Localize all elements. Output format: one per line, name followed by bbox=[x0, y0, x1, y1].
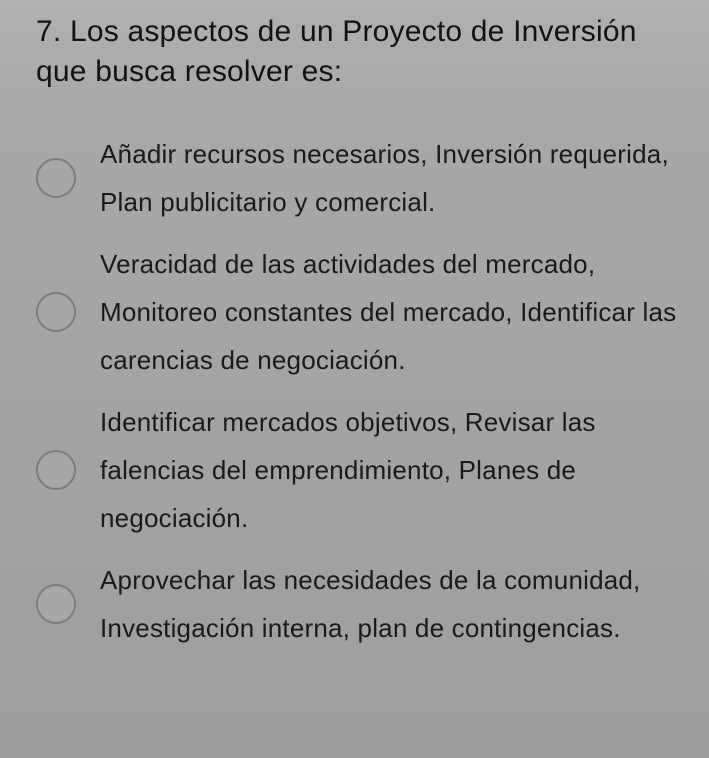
answer-option-2-text: Veracidad de las actividades del mercado, Monitoreo constantes del mercado, Identificar las carencias de negociación. bbox=[100, 249, 677, 375]
radio-button-1[interactable] bbox=[36, 158, 76, 198]
answer-option-1[interactable] bbox=[36, 130, 683, 226]
radio-button-2[interactable] bbox=[36, 292, 76, 332]
answer-option-4-text: Aprovechar las necesidades de la comunidad, Investigación interna, plan de contingencias. bbox=[100, 565, 641, 643]
answer-option-4[interactable] bbox=[36, 556, 683, 652]
answer-option-3-text: Identificar mercados objetivos, Revisar las falencias del emprendimiento, Planes de negociación. bbox=[100, 407, 596, 533]
answer-options bbox=[36, 130, 683, 652]
radio-button-3[interactable] bbox=[36, 450, 76, 490]
radio-button-4[interactable] bbox=[36, 584, 76, 624]
answer-option-3[interactable] bbox=[36, 398, 683, 542]
answer-option-2[interactable] bbox=[36, 240, 683, 384]
answer-option-1-text: Añadir recursos necesarios, Inversión requerida, Plan publicitario y comercial. bbox=[100, 139, 669, 217]
question-title: 7. Los aspectos de un Proyecto de Inversión que busca resolver es: bbox=[36, 15, 637, 88]
